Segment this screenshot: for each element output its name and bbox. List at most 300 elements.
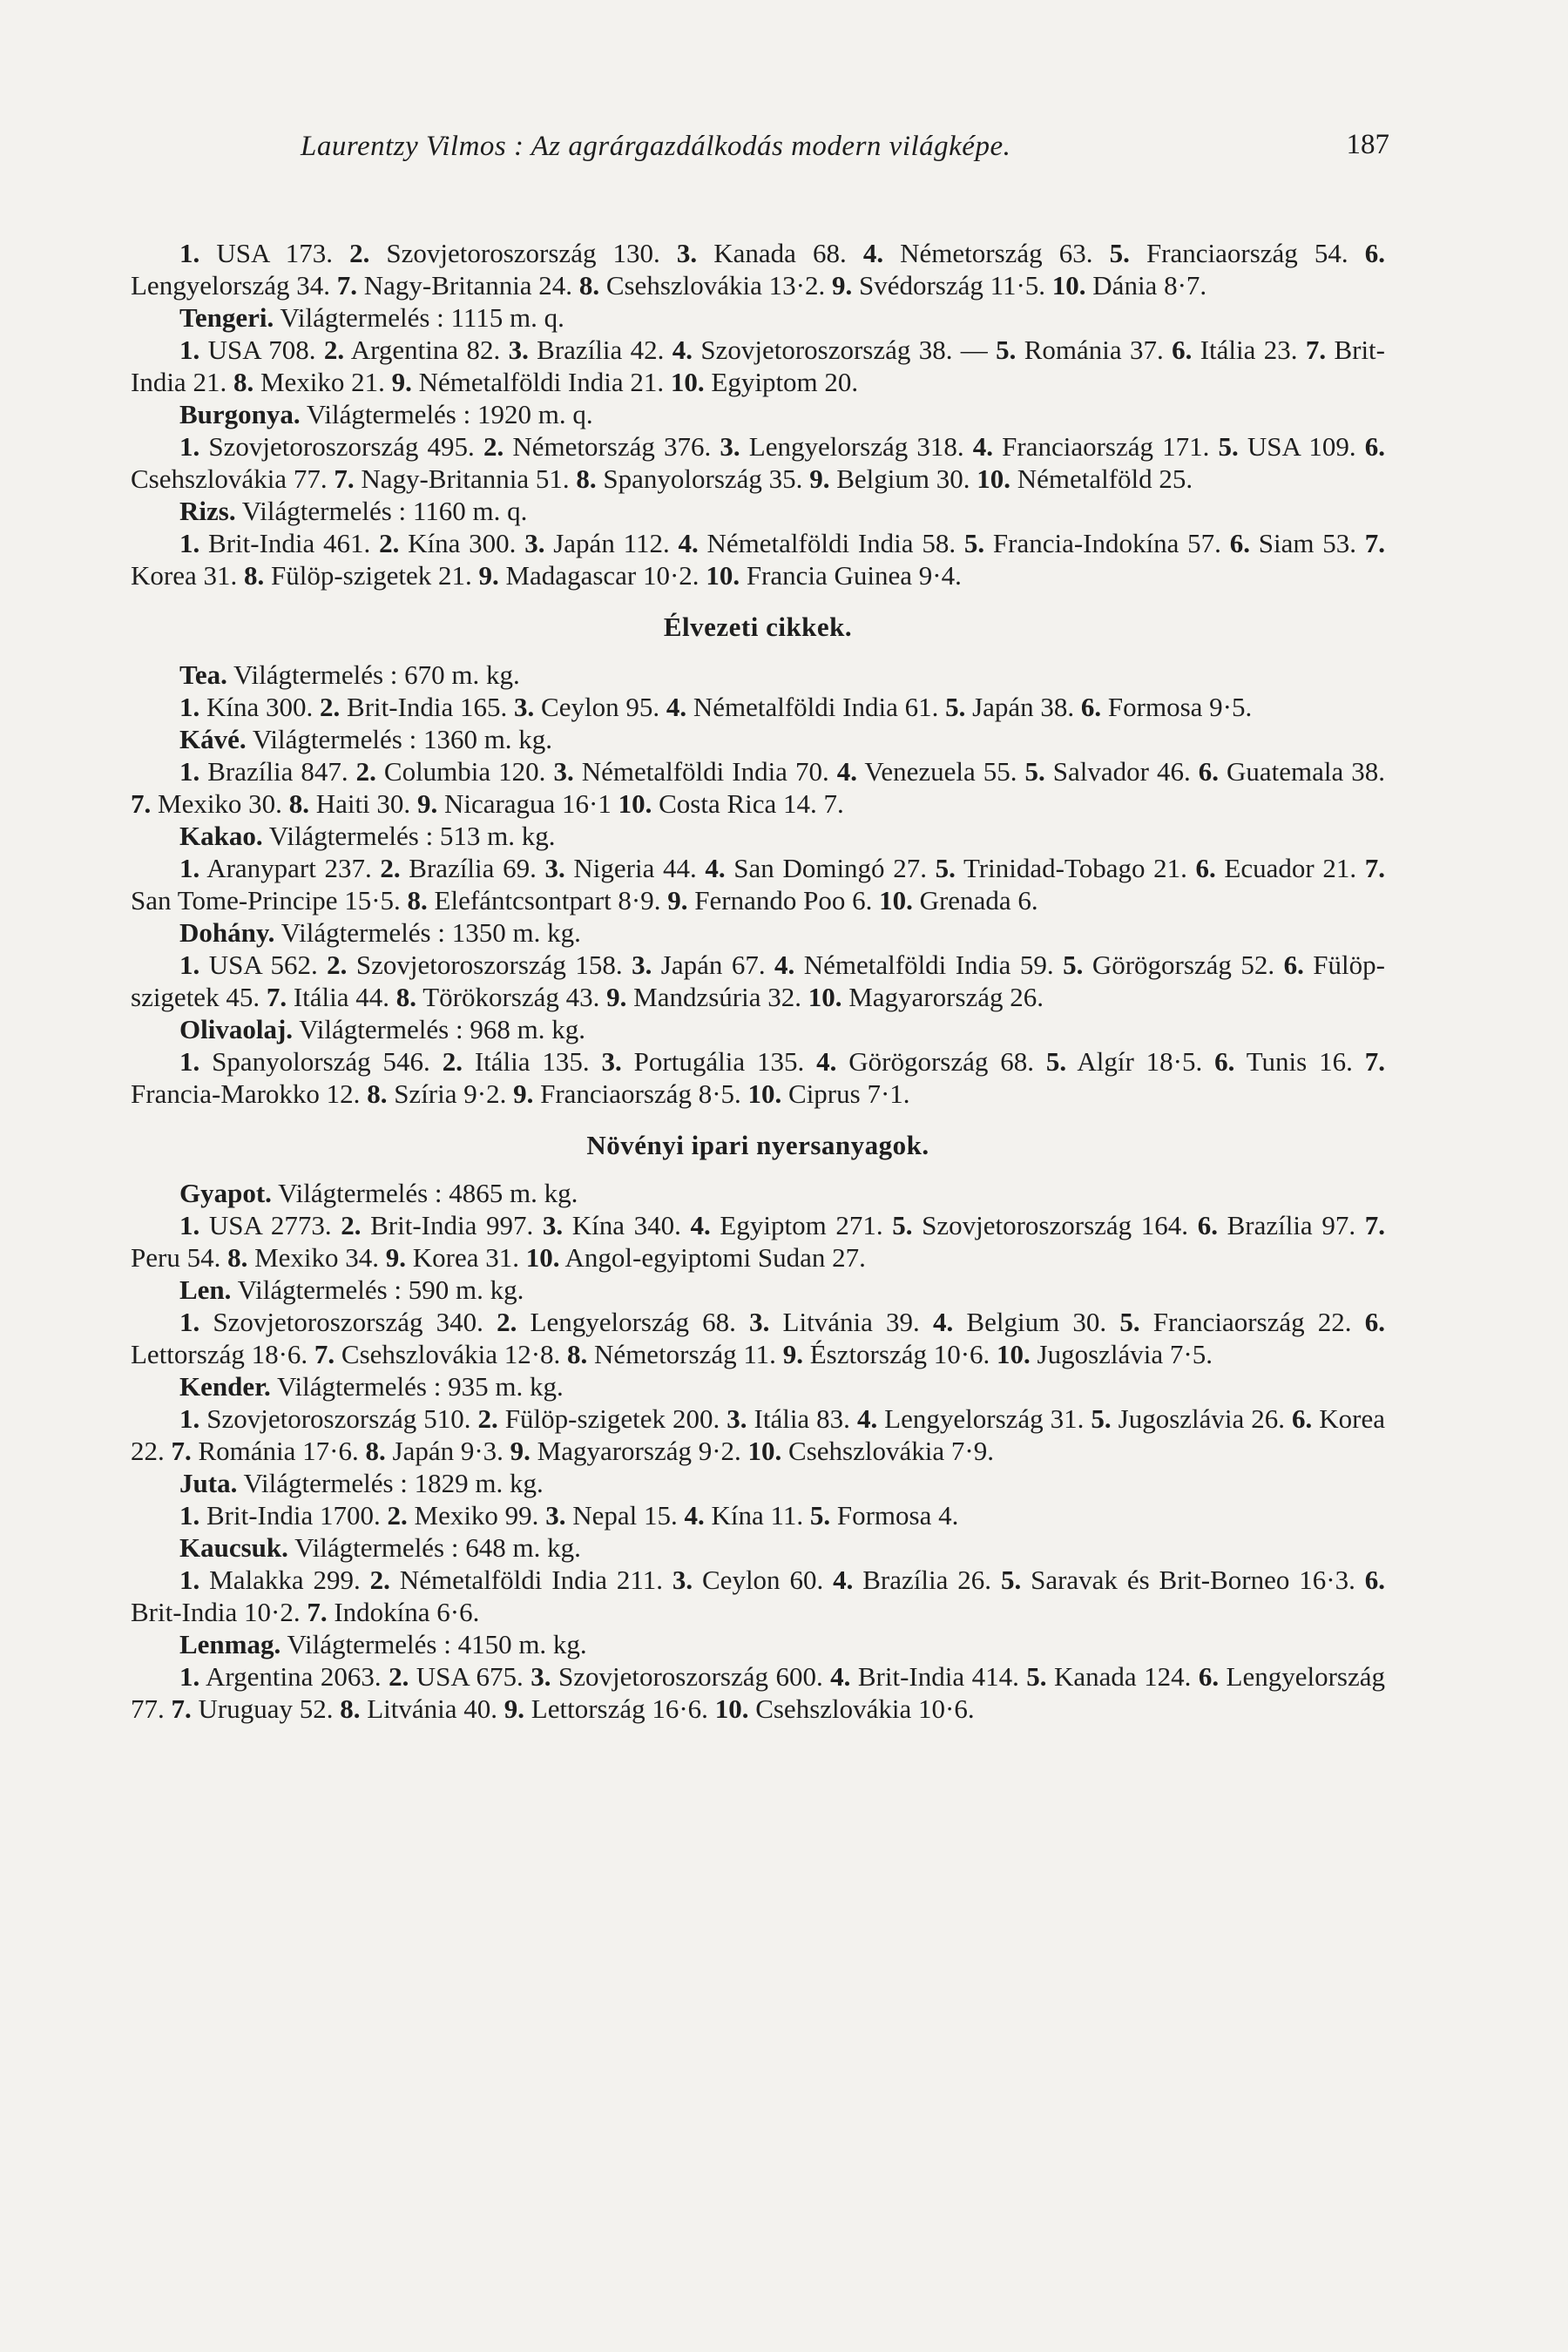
ranking-entry: Lengyelország 34. [131,270,337,301]
rank-number: 2. [323,335,345,365]
ranking-entry: Fülöp-szigetek 200. [497,1403,727,1434]
rank-number: 1. [179,1565,200,1595]
crop-name: Len. [179,1274,232,1305]
world-production: Világtermelés : 590 m. kg. [231,1274,524,1305]
world-production: Világtermelés : 1115 m. q. [274,302,564,333]
rank-number: 7. [334,463,355,494]
rank-number: 8. [567,1339,588,1369]
rank-number: 1. [179,528,200,558]
ranking-entry: Formosa 9·5. [1101,692,1253,722]
ranking-entry: Elefántcsontpart 8·9. [427,885,668,916]
rank-number: 4. [684,1500,705,1531]
ranking-entry: Ecuador 21. [1215,853,1365,883]
rank-number: 8. [288,788,309,819]
page-header [301,131,1389,166]
crop-heading [131,1531,1385,1564]
ranking-entry: Nicaragua 16·1 [437,788,618,819]
ranking-entry: Dánia 8·7. [1085,270,1207,301]
rank-number: 4. [816,1046,837,1077]
rank-number: 10. [747,1436,782,1466]
ranking-entry: Egyiptom 271. [710,1210,893,1240]
ranking-entry: Mandzsúria 32. [626,982,808,1012]
rank-number: 2. [389,1661,409,1692]
ranking-list [131,1564,1385,1628]
ranking-entry: Észtország 10·6. [802,1339,997,1369]
crop-heading [131,916,1385,949]
ranking-entry: Nigeria 44. [564,853,706,883]
ranking-entry: Szovjetoroszország 164. [912,1210,1198,1240]
rank-number: 5. [963,528,985,558]
ranking-entry: Szovjetoroszország 130. [369,238,677,268]
rank-number: 5. [809,1500,831,1531]
ranking-list [131,1402,1385,1467]
ranking-entry: Korea 31. [131,560,244,591]
rank-number: 4. [833,1565,854,1595]
world-production: Világtermelés : 1350 m. kg. [274,917,581,948]
ranking-entry: Németország 11. [587,1339,783,1369]
rank-number: 6. [1080,692,1102,722]
ranking-entry: Egyiptom 20. [704,367,859,397]
ranking-entry: USA 675. [409,1661,531,1692]
rank-number: 9. [416,788,438,819]
crop-name: Kávé. [179,724,247,754]
ranking-entry: Ceylon 95. [534,692,666,722]
ranking-entry: Csehszlovákia 13·2. [599,270,832,301]
rank-number: 8. [243,560,265,591]
ranking-entry: Indokína 6·6. [327,1597,480,1627]
crop-heading [131,1370,1385,1402]
ranking-entry: Szíria 9·2. [387,1078,514,1109]
rank-number: 8. [576,463,597,494]
rank-number: 7. [1364,1210,1385,1240]
rank-number: 2. [320,692,341,722]
ranking-entry: Grenada 6. [912,885,1038,916]
rank-number: 5. [892,1210,913,1240]
rank-number: 3. [749,1307,770,1337]
rank-number: 3. [508,335,529,365]
ranking-entry: Haiti 30. [308,788,417,819]
rank-number: 1. [179,1661,200,1692]
rank-number: 4. [836,756,857,787]
world-production: Világtermelés : 968 m. kg. [293,1014,585,1044]
rank-number: 6. [1172,335,1193,365]
rank-number: 6. [1364,1307,1385,1337]
crop-name: Juta. [179,1468,238,1498]
ranking-entry: San Tome-Principe 15·5. [131,885,408,916]
ranking-entry: Kína 11. [704,1500,810,1531]
rank-number: 2. [327,950,348,980]
rank-number: 3. [544,853,565,883]
ranking-entry: Uruguay 52. [191,1693,341,1724]
ranking-list [131,1209,1385,1274]
ranking-entry: Lengyelország 31. [877,1403,1092,1434]
rank-number: 5. [935,853,956,883]
ranking-entry: Fernando Poo 6. [687,885,880,916]
page-number: 187 [1346,129,1389,160]
rank-number: 6. [1364,238,1385,268]
ranking-entry: Brit-India 414. [850,1661,1027,1692]
ranking-list [131,755,1385,820]
rank-number: 10. [618,788,652,819]
rank-number: 5. [945,692,966,722]
rank-number: 10. [714,1693,749,1724]
crop-heading [131,1274,1385,1306]
ranking-entry: Csehszlovákia 77. [131,463,335,494]
rank-number: 1. [179,1500,200,1531]
crop-heading [131,398,1385,430]
rank-number: 8. [367,1078,388,1109]
rank-number: 9. [513,1078,534,1109]
crop-name: Kakao. [179,821,263,851]
rank-number: 5. [1024,756,1045,787]
ranking-list [131,1045,1385,1110]
rank-number: 5. [996,335,1017,365]
ranking-entry: Németalföldi India 21. [411,367,671,397]
ranking-entry: Itália 23. [1192,335,1306,365]
world-production: Világtermelés : 513 m. kg. [262,821,556,851]
ranking-list [131,430,1385,495]
section-heading: Élvezeti cikkek. [663,612,853,642]
ranking-entry: Nagy-Britannia 24. [356,270,579,301]
rank-number: 10. [997,1339,1031,1369]
rank-number: 4. [862,238,884,268]
crop-heading [131,301,1385,334]
world-production: Világtermelés : 1920 m. q. [300,399,593,429]
ranking-entry: Francia-Indokína 57. [984,528,1230,558]
ranking-entry: Brazília 26. [853,1565,1001,1595]
ranking-entry: Argentina 2063. [199,1661,389,1692]
section-heading: Növényi ipari nyersanyagok. [586,1130,929,1160]
ranking-entry: Malakka 299. [199,1565,370,1595]
ranking-entry: Japán 112. [544,528,679,558]
ranking-entry: Mexiko 34. [247,1242,386,1273]
rank-number: 4. [705,853,726,883]
ranking-entry: Spanyolország 35. [596,463,810,494]
ranking-entry: Siam 53. [1249,528,1365,558]
ranking-list [131,1306,1385,1370]
crop-name: Olivaolaj. [179,1014,294,1044]
running-title: Laurentzy Vilmos : Az agrárgazdálkodás modern világképe. [301,131,1011,162]
rank-number: 10. [1051,270,1086,301]
ranking-entry: Lengyelország 77. [131,1661,1386,1724]
rank-number: 7. [131,788,152,819]
ranking-entry: Németalföldi India 58. [698,528,964,558]
rank-number: 6. [1364,1565,1385,1595]
ranking-entry: San Domingó 27. [725,853,936,883]
rank-number: 5. [1218,431,1239,462]
rank-number: 2. [483,431,504,462]
ranking-entry: Korea 22. [131,1403,1386,1466]
rank-number: 5. [1045,1046,1067,1077]
crop-heading [131,723,1385,755]
rank-number: 9. [385,1242,407,1273]
ranking-entry: USA 562. [199,950,328,980]
rank-number: 9. [782,1339,803,1369]
ranking-entry: Japán 9·3. [385,1436,510,1466]
ranking-entry: Costa Rica 14. 7. [652,788,844,819]
rank-number: 2. [355,756,376,787]
rank-number: 1. [179,1403,200,1434]
ranking-entry: Fülöp-szigetek 45. [131,950,1385,1012]
ranking-entry: Tunis 16. [1234,1046,1365,1077]
ranking-entry: Németalföldi India 211. [389,1565,672,1595]
rank-number: 3. [531,1661,551,1692]
ranking-entry: USA 708. [199,335,324,365]
rank-number: 9. [391,367,412,397]
rank-number: 10. [525,1242,560,1273]
world-production: Világtermelés : 1360 m. kg. [246,724,553,754]
ranking-entry: Jugoszlávia 7·5. [1030,1339,1213,1369]
rank-number: 3. [676,238,698,268]
rank-number: 10. [670,367,705,397]
rank-number: 7. [336,270,357,301]
ranking-entry: Mexiko 30. [151,788,289,819]
rank-number: 1. [179,1307,200,1337]
ranking-entry: Formosa 4. [830,1500,959,1531]
rank-number: 1. [179,756,200,787]
rank-number: 3. [720,431,740,462]
ranking-entry: Románia 37. [1016,335,1173,365]
ranking-entry: Brit-India 997. [361,1210,543,1240]
rank-number: 8. [233,367,254,397]
rank-number: 4. [774,950,795,980]
rank-number: 10. [879,885,913,916]
ranking-entry: USA 173. [199,238,350,268]
ranking-entry: Szovjetoroszország 340. [199,1307,497,1337]
ranking-list [131,527,1385,591]
rank-number: 3. [514,692,535,722]
rank-number: 8. [407,885,428,916]
rank-number: 5. [1119,1307,1140,1337]
ranking-entry: Csehszlovákia 10·6. [748,1693,975,1724]
rank-number: 2. [442,1046,463,1077]
rank-number: 10. [747,1078,782,1109]
rank-number: 3. [632,950,652,980]
ranking-entry: Litvánia 40. [360,1693,504,1724]
ranking-entry: Csehszlovákia 12·8. [335,1339,568,1369]
ranking-entry: Kanada 68. [697,238,863,268]
rank-number: 9. [606,982,627,1012]
rank-number: 7. [307,1597,328,1627]
ranking-entry: Franciaország 54. [1129,238,1365,268]
ranking-entry: Lengyelország 68. [517,1307,750,1337]
rank-number: 8. [227,1242,248,1273]
ranking-entry: Törökország 43. [416,982,607,1012]
ranking-entry: Madagascar 10·2. [498,560,706,591]
ranking-entry: Brit-India 1700. [199,1500,388,1531]
ranking-entry: Francia-Marokko 12. [131,1078,368,1109]
rank-number: 7. [171,1436,192,1466]
ranking-entry: Németalföldi India 59. [794,950,1064,980]
ranking-list [131,949,1385,1013]
ranking-entry: Fülöp-szigetek 21. [264,560,479,591]
rank-number: 7. [1305,335,1327,365]
ranking-entry: Lettország 18·6. [131,1339,314,1369]
ranking-entry: Saravak és Brit-Borneo 16·3. [1021,1565,1365,1595]
rank-number: 4. [690,1210,711,1240]
rank-number: 5. [1091,1403,1112,1434]
ranking-entry: Itália 135. [462,1046,602,1077]
rank-number: 2. [369,1565,390,1595]
ranking-entry: Ceylon 60. [693,1565,834,1595]
rank-number: 1. [179,238,200,268]
rank-number: 1. [179,335,200,365]
rank-number: 5. [1063,950,1084,980]
rank-number: 6. [1283,950,1304,980]
ranking-entry: Aranypart 237. [199,853,381,883]
rank-number: 1. [179,853,200,883]
crop-heading [131,495,1385,527]
rank-number: 1. [179,692,200,722]
rank-number: 9. [504,1693,525,1724]
ranking-entry: Columbia 120. [375,756,554,787]
ranking-entry: Japán 38. [965,692,1081,722]
crop-name: Tengeri. [179,302,274,333]
rank-number: 5. [1109,238,1130,268]
rank-number: 9. [478,560,499,591]
world-production: Világtermelés : 4150 m. kg. [280,1629,587,1659]
ranking-entry: Szovjetoroszország 600. [551,1661,831,1692]
ranking-entry: Kanada 124. [1046,1661,1199,1692]
rank-number: 2. [387,1500,408,1531]
ranking-entry: Görögország 52. [1083,950,1284,980]
rank-number: 2. [380,853,401,883]
ranking-entry: Angol-egyiptomi Sudan 27. [559,1242,866,1273]
ranking-entry: Korea 31. [406,1242,526,1273]
ranking-entry: Kína 300. [199,692,321,722]
ranking-entry: Szovjetoroszország 38. — [692,335,997,365]
ranking-entry: Svédország 11·5. [852,270,1052,301]
crop-heading [131,1177,1385,1209]
rank-number: 4. [972,431,993,462]
rank-number: 6. [1229,528,1250,558]
ranking-entry: Brazília 42. [528,335,672,365]
ranking-entry: Brazília 847. [199,756,356,787]
rank-number: 1. [179,431,200,462]
ranking-entry: Szovjetoroszország 158. [347,950,632,980]
crop-heading [131,820,1385,852]
crop-name: Tea. [179,659,227,690]
rank-number: 6. [1292,1403,1313,1434]
ranking-entry: Litvánia 39. [769,1307,933,1337]
ranking-entry: Franciaország 22. [1139,1307,1365,1337]
rank-number: 10. [977,463,1010,494]
world-production: Világtermelés : 648 m. kg. [287,1532,581,1563]
rank-number: 7. [1364,1046,1385,1077]
ranking-entry: Salvador 46. [1044,756,1199,787]
ranking-entry: Itália 44. [287,982,396,1012]
ranking-entry: Kína 300. [399,528,525,558]
world-production: Világtermelés : 4865 m. kg. [271,1178,578,1208]
world-production: Világtermelés : 935 m. kg. [270,1371,564,1402]
rank-number: 1. [179,1210,200,1240]
world-production: Világtermelés : 1829 m. kg. [237,1468,544,1498]
rank-number: 7. [171,1693,192,1724]
rank-number: 7. [314,1339,335,1369]
rank-number: 3. [601,1046,622,1077]
ranking-entry: Brit-India 461. [199,528,380,558]
ranking-entry: Portugália 135. [621,1046,817,1077]
rank-number: 7. [1364,853,1385,883]
crop-name: Kaucsuk. [179,1532,288,1563]
rank-number: 3. [545,1500,566,1531]
rank-number: 8. [340,1693,361,1724]
ranking-entry: Brit-India 165. [340,692,515,722]
ranking-entry: Itália 83. [747,1403,857,1434]
ranking-entry: Nagy-Britannia 51. [354,463,577,494]
ranking-entry: Jugoszlávia 26. [1111,1403,1293,1434]
rank-number: 6. [1214,1046,1235,1077]
rank-number: 6. [1198,1661,1220,1692]
ranking-entry: Németalföldi India 61. [686,692,946,722]
ranking-entry: Mexiko 21. [253,367,392,397]
rank-number: 5. [1026,1661,1047,1692]
ranking-list [131,852,1385,916]
rank-number: 3. [524,528,545,558]
ranking-entry: Románia 17·6. [191,1436,366,1466]
rank-number: 2. [349,238,370,268]
ranking-entry: Szovjetoroszország 495. [199,431,483,462]
crop-heading [131,1013,1385,1045]
crop-name: Burgonya. [179,399,301,429]
rank-number: 10. [706,560,740,591]
rank-number: 6. [1364,431,1385,462]
rank-number: 9. [831,270,853,301]
rank-number: 6. [1198,756,1219,787]
rank-number: 4. [830,1661,851,1692]
rank-number: 4. [678,528,699,558]
rank-number: 2. [497,1307,517,1337]
ranking-entry: Spanyolország 546. [199,1046,443,1077]
ranking-entry: Németalföld 25. [1010,463,1193,494]
ranking-list [131,334,1385,398]
ranking-entry: Peru 54. [131,1242,228,1273]
ranking-entry: Brit-India 10·2. [131,1597,308,1627]
rank-number: 9. [667,885,688,916]
crop-name: Rizs. [179,496,236,526]
ranking-entry: Magyarország 26. [841,982,1044,1012]
rank-number: 4. [666,692,687,722]
ranking-entry: Kína 340. [563,1210,691,1240]
ranking-entry: Lengyelország 318. [740,431,973,462]
rank-number: 2. [379,528,400,558]
crop-heading [131,659,1385,691]
ranking-entry: Belgium 30. [953,1307,1120,1337]
rank-number: 2. [477,1403,498,1434]
ranking-list [131,237,1385,301]
rank-number: 3. [727,1403,747,1434]
ranking-entry: Brazília 97. [1217,1210,1365,1240]
rank-number: 1. [179,1046,200,1077]
rank-number: 8. [395,982,417,1012]
ranking-entry: Németország 63. [883,238,1110,268]
world-production: Világtermelés : 670 m. kg. [226,659,520,690]
rank-number: 2. [341,1210,362,1240]
rank-number: 4. [672,335,693,365]
rank-number: 8. [365,1436,386,1466]
ranking-entry: Franciaország 171. [993,431,1219,462]
rank-number: 10. [808,982,842,1012]
rank-number: 5. [1000,1565,1022,1595]
ranking-list [131,1660,1385,1725]
ranking-entry: Nepal 15. [565,1500,685,1531]
ranking-entry: Francia Guinea 9·4. [740,560,962,591]
crop-name: Lenmag. [179,1629,281,1659]
ranking-entry: USA 2773. [199,1210,341,1240]
ranking-entry: Brazília 69. [400,853,545,883]
ranking-entry: Mexiko 99. [407,1500,546,1531]
rank-number: 1. [179,950,200,980]
